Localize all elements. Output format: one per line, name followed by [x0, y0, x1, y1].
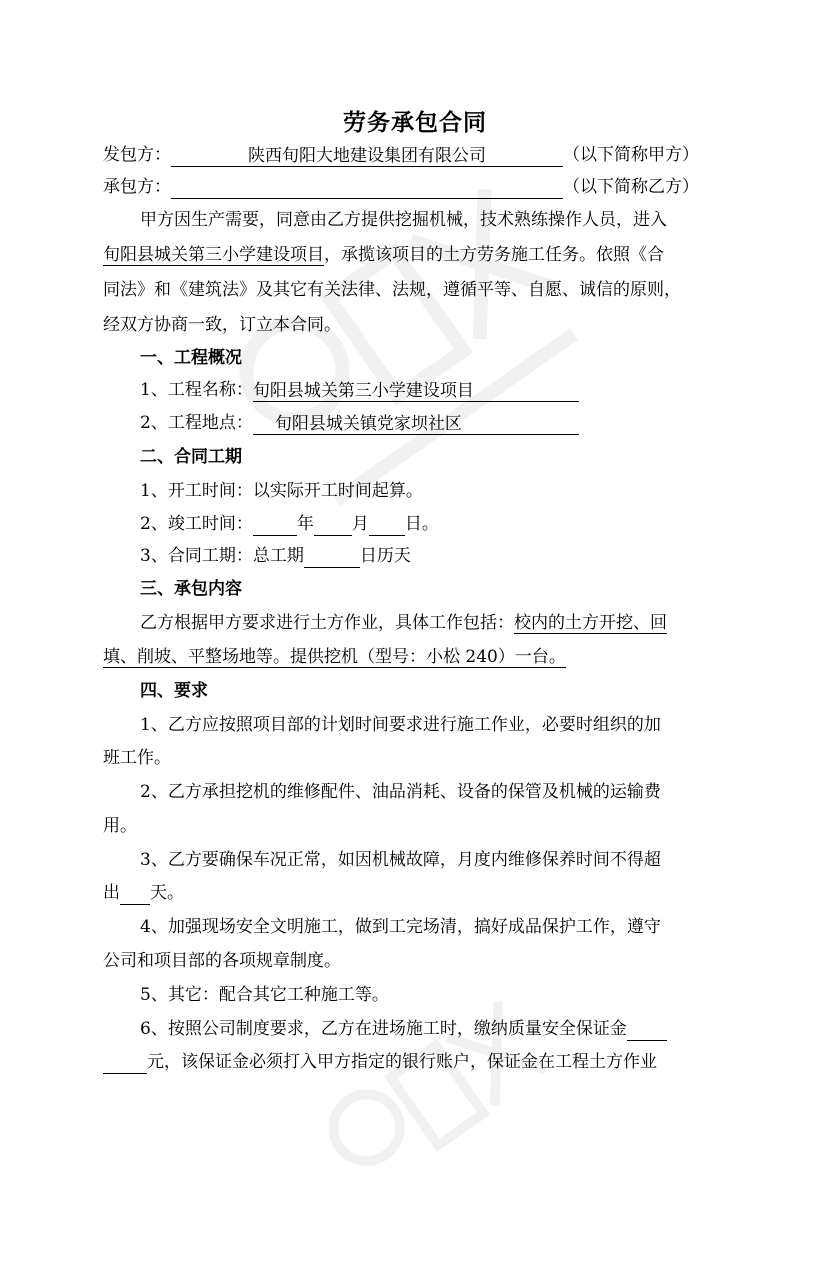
requirement-2-line-a: 2、乙方承担挖机的维修配件、油品消耗、设备的保管及机械的运输费 — [140, 782, 661, 802]
requirement-3-post: 天。 — [150, 883, 184, 903]
intro-line-2 — [103, 243, 664, 267]
requirement-6-post: 元，该保证金必须打入甲方指定的银行账户，保证金在工程土方作业 — [147, 1052, 657, 1072]
completion-month-field[interactable] — [314, 513, 352, 536]
month-unit: 月 — [351, 514, 369, 534]
requirement-1-line-a: 1、乙方应按照项目部的计划时间要求进行施工作业，必要时组织的加 — [140, 715, 661, 735]
party-b-label: 承包方： — [103, 177, 171, 197]
project-name-label: 1、工程名称： — [140, 380, 253, 400]
completion-year-field[interactable] — [253, 513, 297, 536]
completion-day-field[interactable] — [369, 513, 405, 536]
deposit-amount-field-a[interactable] — [627, 1018, 667, 1041]
project-name-underlined: 旬阳县城关第三小学建设项目 — [103, 245, 324, 265]
requirement-1-line-b: 班工作。 — [103, 748, 171, 768]
project-name-value: 旬阳县城关第三小学建设项目 — [252, 381, 474, 401]
section-3-heading: 三、承包内容 — [140, 579, 242, 599]
year-unit: 年 — [296, 514, 314, 534]
day-unit: 日。 — [404, 514, 439, 534]
party-a-name: 陕西旬阳大地建设集团有限公司 — [248, 146, 486, 166]
intro-line-1: 甲方因生产需要，同意由乙方提供挖掘机械，技术熟练操作人员，进入 — [140, 210, 667, 230]
project-name-line — [140, 378, 579, 402]
party-a-suffix: （以下简称甲方） — [563, 145, 699, 165]
party-b-suffix: （以下简称乙方） — [563, 177, 699, 197]
requirement-4-line-b: 公司和项目部的各项规章制度。 — [103, 951, 341, 971]
completion-time-label: 2、竣工时间： — [140, 514, 253, 534]
section-1-heading: 一、工程概况 — [140, 348, 242, 368]
requirement-4-line-a: 4、加强现场安全文明施工，做到工完场清，搞好成品保护工作，遵守 — [140, 917, 661, 937]
project-location-field[interactable] — [253, 412, 579, 435]
intro-line-4: 经双方协商一致，订立本合同。 — [103, 315, 341, 335]
requirement-2-line-b: 用。 — [103, 816, 137, 836]
scope-line-1 — [140, 611, 667, 635]
party-b-line — [103, 175, 699, 199]
party-b-name-field[interactable] — [171, 176, 563, 199]
contract-period-line — [140, 544, 411, 568]
party-a-line — [103, 143, 699, 167]
requirement-6-line-b — [103, 1050, 657, 1074]
total-days-field[interactable] — [304, 545, 360, 568]
party-a-label: 发包方： — [103, 145, 171, 165]
project-location-line — [140, 411, 579, 435]
completion-time-line — [140, 512, 439, 536]
requirement-3-pre: 出 — [103, 883, 120, 903]
project-location-value: 旬阳县城关镇党家坝社区 — [274, 414, 462, 434]
requirement-5-line: 5、其它：配合其它工种施工等。 — [140, 985, 389, 1005]
section-2-heading: 二、合同工期 — [140, 447, 242, 467]
section-4-heading: 四、要求 — [140, 681, 208, 701]
start-time-line: 1、开工时间：以实际开工时间起算。 — [140, 481, 423, 501]
requirement-3-line-a: 3、乙方要确保车况正常，如因机械故障，月度内维修保养时间不得超 — [140, 850, 661, 870]
intro-line-2-rest: ，承揽该项目的土方劳务施工任务。依照《合 — [324, 245, 664, 265]
scope-work-underlined-2: 填、削坡、平整场地等。提供挖机（型号：小松 240）一台。 — [103, 647, 566, 667]
scope-intro: 乙方根据甲方要求进行土方作业，具体工作包括： — [140, 613, 514, 633]
project-name-field[interactable] — [253, 379, 579, 402]
deposit-amount-field-b[interactable] — [103, 1051, 147, 1074]
max-repair-days-field[interactable] — [120, 882, 150, 905]
contract-period-label: 3、合同工期：总工期 — [140, 546, 304, 566]
document-title: 劳务承包合同 — [343, 109, 487, 136]
requirement-6-line-a — [140, 1017, 667, 1041]
requirement-6-text: 6、按照公司制度要求，乙方在进场施工时，缴纳质量安全保证金 — [140, 1019, 627, 1039]
project-location-label: 2、工程地点： — [140, 413, 253, 433]
requirement-3-line-b — [103, 881, 184, 905]
scope-work-underlined: 校内的土方开挖、回 — [514, 613, 667, 633]
intro-line-3: 同法》和《建筑法》及其它有关法律、法规，遵循平等、自愿、诚信的原则， — [103, 280, 681, 300]
party-a-name-field[interactable] — [171, 144, 563, 167]
scope-line-2 — [103, 645, 566, 669]
contract-period-suffix: 日历天 — [359, 546, 411, 566]
